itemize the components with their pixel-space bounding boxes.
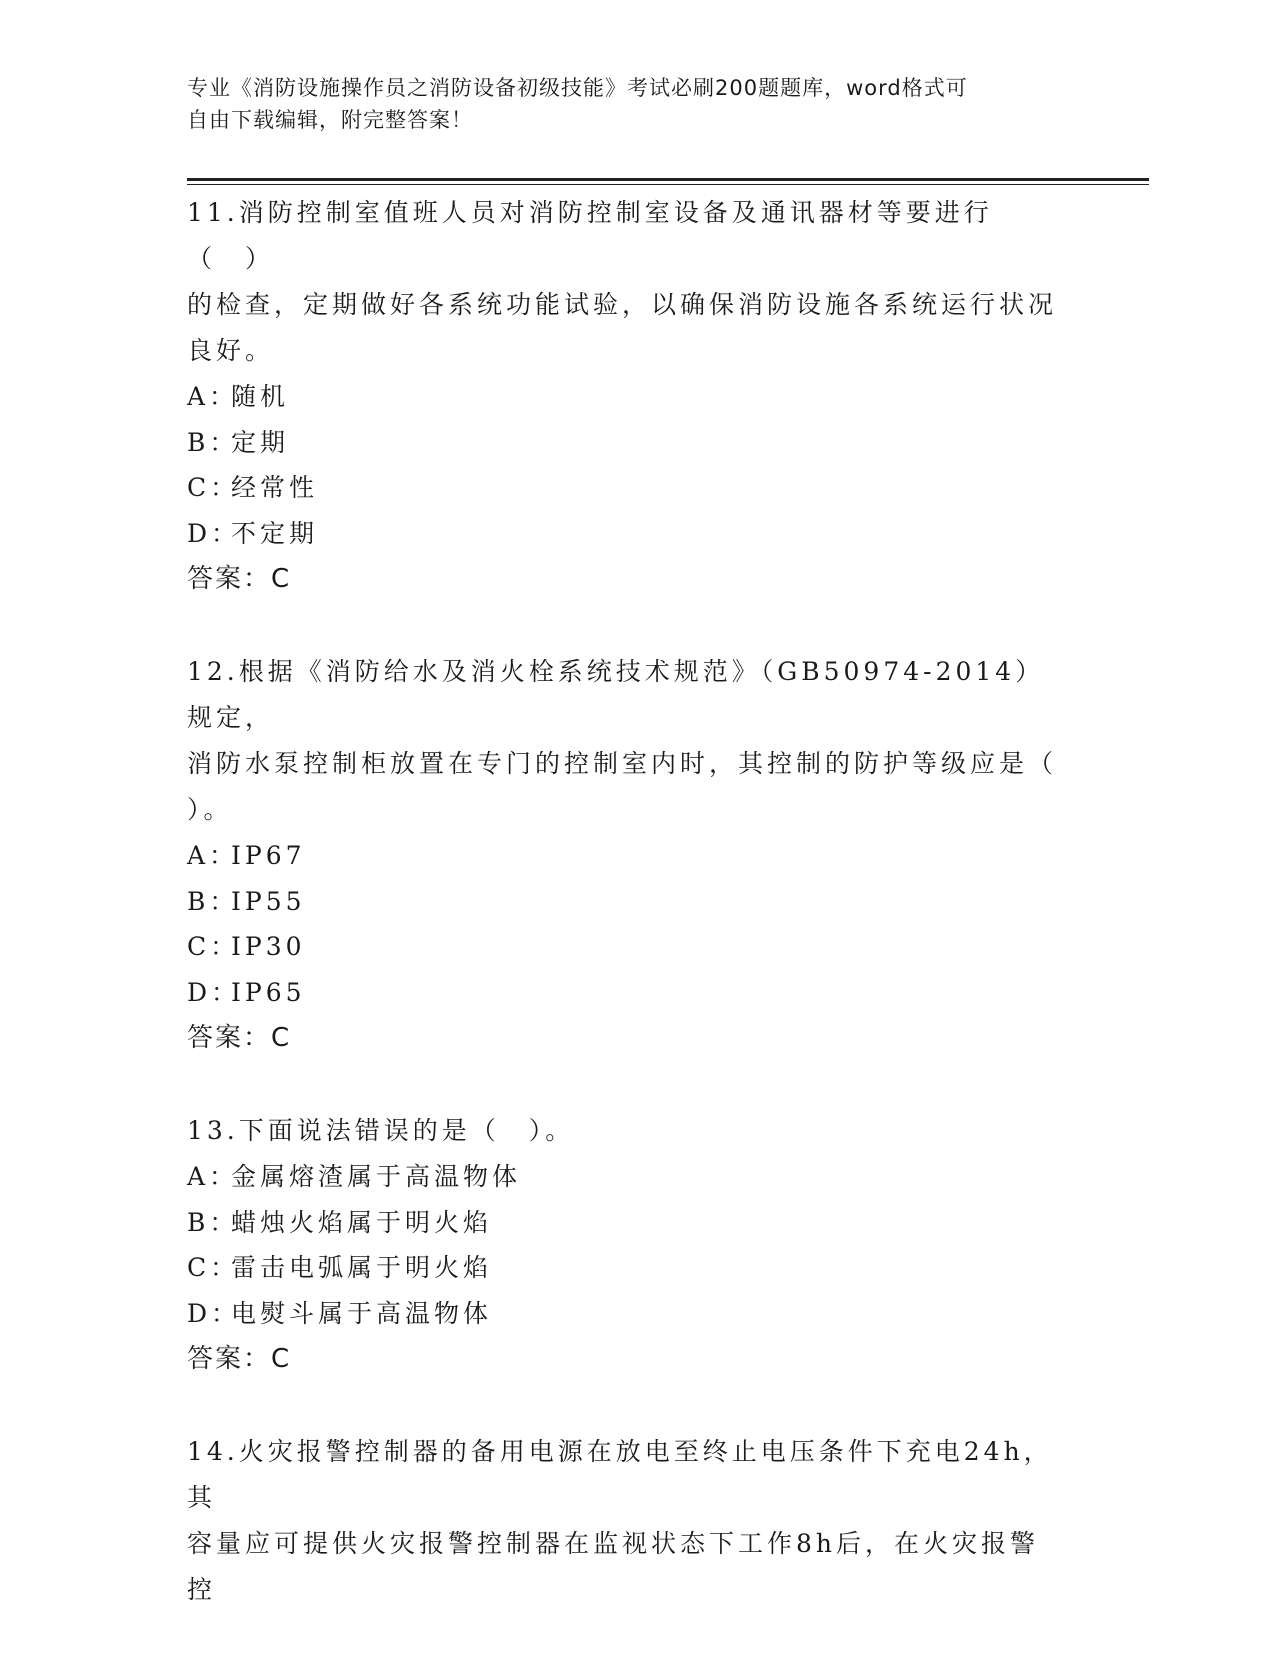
option-key: D： — [187, 518, 241, 548]
option-key: B： — [187, 886, 239, 916]
stem-line: 11.消防控制室值班人员对消防控制室设备及通讯器材等要进行（ ） — [187, 198, 993, 273]
stem-line: 容量应可提供火灾报警控制器在监视状态下工作8h后，在火灾报警控 — [187, 1529, 1040, 1604]
question-stem — [187, 190, 1067, 374]
question-14 — [187, 1429, 1067, 1613]
header-line-1: 专业《消防设施操作员之消防设备初级技能》考试必刷200题题库，word格式可 — [187, 76, 968, 100]
question-12 — [187, 649, 1067, 1061]
option-key: A： — [187, 382, 239, 411]
stem-line: ）。 — [187, 795, 233, 824]
option-text: 随机 — [231, 382, 290, 411]
header-line-2: 自由下载编辑，附完整答案！ — [187, 108, 473, 132]
question-13 — [187, 1108, 1067, 1382]
option-text: 经常性 — [231, 473, 319, 502]
option-key: A： — [187, 1162, 239, 1191]
option-key: B： — [187, 1207, 239, 1237]
document-header — [187, 72, 1067, 136]
question-stem — [187, 649, 1067, 833]
option-key: C： — [187, 932, 240, 961]
option-text: 电熨斗属于高温物体 — [231, 1298, 493, 1328]
option-text: 定期 — [231, 427, 290, 457]
option-b — [187, 879, 1067, 925]
question-list — [187, 190, 1067, 1660]
option-key: C： — [187, 473, 240, 502]
option-b — [187, 1200, 1067, 1246]
option-c — [187, 465, 1067, 511]
option-key: B： — [187, 427, 239, 457]
option-text: 蜡烛火焰属于明火焰 — [231, 1207, 493, 1237]
header-divider-thick — [187, 178, 1149, 181]
option-text: IP65 — [231, 977, 306, 1007]
question-11 — [187, 190, 1067, 602]
option-c — [187, 1245, 1067, 1291]
option-text: 雷击电弧属于明火焰 — [231, 1253, 493, 1282]
option-text: IP67 — [231, 841, 306, 870]
option-key: A： — [187, 841, 239, 870]
header-divider-thin — [187, 184, 1149, 185]
option-text: 金属熔渣属于高温物体 — [231, 1162, 522, 1191]
stem-line: 14.火灾报警控制器的备用电源在放电至终止电压条件下充电24h，其 — [187, 1437, 1053, 1512]
option-key: C： — [187, 1253, 240, 1282]
answer-line: 答案：C — [187, 1023, 292, 1053]
option-d — [187, 511, 1067, 557]
answer-line: 答案：C — [187, 564, 292, 594]
answer-line: 答案：C — [187, 1344, 292, 1374]
option-a — [187, 833, 1067, 879]
stem-line: 12.根据《消防给水及消火栓系统技术规范》（GB50974-2014）规定， — [187, 657, 1045, 732]
option-text: 不定期 — [231, 518, 319, 548]
option-d — [187, 1291, 1067, 1337]
option-key: D： — [187, 977, 241, 1007]
option-b — [187, 420, 1067, 466]
stem-line: 良好。 — [187, 336, 275, 365]
stem-line: 消防水泵控制柜放置在专门的控制室内时，其控制的防护等级应是（ — [187, 749, 1058, 778]
option-d — [187, 970, 1067, 1016]
stem-line: 13.下面说法错误的是（ ）。 — [187, 1116, 575, 1145]
option-a — [187, 374, 1067, 420]
option-c — [187, 924, 1067, 970]
option-key: D： — [187, 1298, 241, 1328]
stem-line: 的检查，定期做好各系统功能试验，以确保消防设施各系统运行状况 — [187, 290, 1058, 319]
question-stem — [187, 1108, 1067, 1154]
question-stem — [187, 1429, 1067, 1613]
option-a — [187, 1154, 1067, 1200]
option-text: IP30 — [231, 932, 306, 961]
option-text: IP55 — [231, 886, 306, 916]
